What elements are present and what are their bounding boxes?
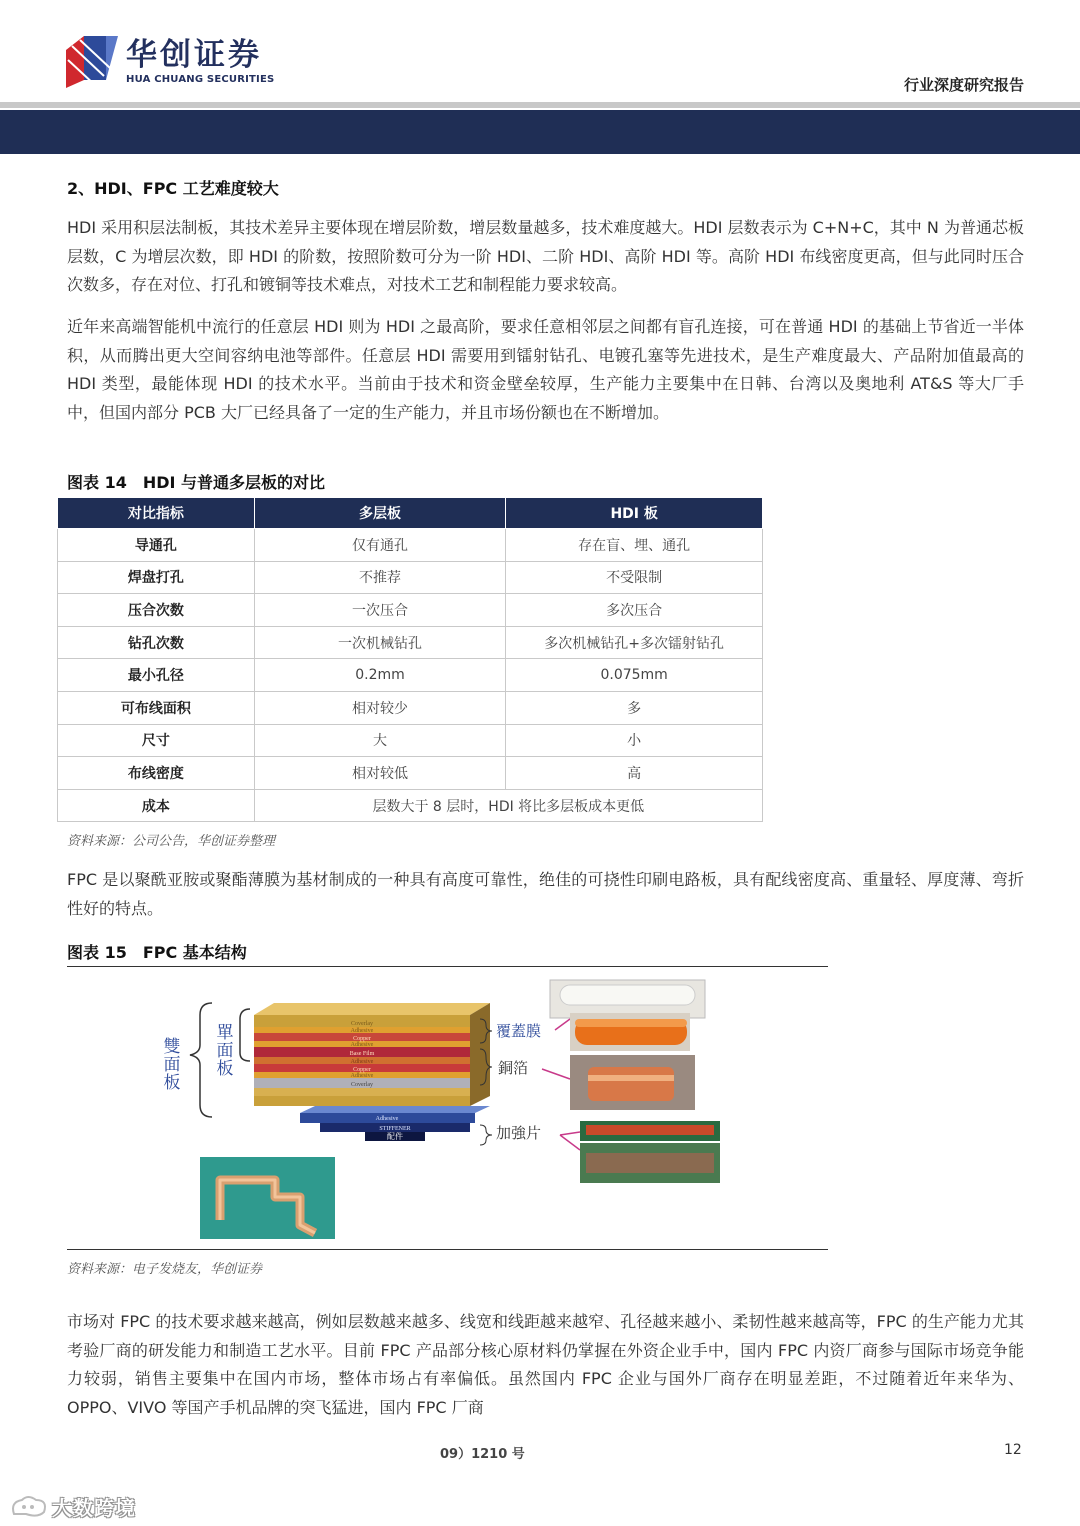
layer-label: Adhesive	[350, 1028, 374, 1034]
table-header-cell: HDI 板	[506, 498, 763, 529]
table-cell-metric: 布线密度	[58, 757, 255, 790]
coverlay-callout: 覆蓋膜	[496, 1024, 542, 1040]
report-type-label: 行业深度研究报告	[903, 76, 1024, 94]
double-side-label: 雙面板	[160, 1037, 180, 1091]
paragraph-fpc-market: 市场对 FPC 的技术要求越来越高，例如层数越来越多、线宽和线距越来越窄、孔径越来越小、柔韧性越来越高等，FPC 的生产能力尤其考验厂商的研发能力和制造工艺水平。目前 FPC 产品部分核心原材料仍掌握在外资企业手中，国内 FPC 内资厂商参与国际市场竞争能力较弱，销售主要集中在国内市场，整体市场占有率偏低。虽然国内 FPC 企业与国外厂商存在明显差距，不过随着近年来华为、OPPO、VIVO 等国产手机品牌的突飞猛进，国内 FPC 厂商	[67, 1312, 1024, 1417]
single-side-label: 單面板	[213, 1023, 233, 1077]
table-row	[58, 626, 763, 659]
fpc-structure-diagram	[150, 975, 730, 1245]
table-cell: 相对较少	[254, 691, 506, 724]
table-row	[58, 757, 763, 790]
parts-label: 配件	[387, 1132, 403, 1141]
copper-foil-photo	[570, 1055, 695, 1110]
table-cell: 小	[506, 724, 763, 757]
copper-callout: 銅箔	[498, 1061, 529, 1077]
table-header-row	[58, 498, 763, 529]
watermark-text: 大数跨境	[52, 1496, 136, 1520]
brand-name-cn: 华创证券	[126, 37, 262, 73]
table-cell: 一次机械钻孔	[254, 626, 506, 659]
table-cell: 0.2mm	[254, 659, 506, 692]
layer-label: Base Film	[349, 1051, 375, 1057]
coverlay-roll-photo	[550, 980, 705, 1018]
layer-label: Coverlay	[351, 1021, 373, 1027]
table-cell: 大	[254, 724, 506, 757]
table-cell-metric: 成本	[58, 789, 255, 822]
table-cell: 仅有通孔	[254, 529, 506, 562]
table-row	[58, 529, 763, 562]
table-cell: 存在盲、埋、通孔	[506, 529, 763, 562]
table-cell: 高	[506, 757, 763, 790]
single-side-bracket	[240, 1009, 250, 1061]
brand-logo	[66, 36, 122, 88]
table-cell: 相对较低	[254, 757, 506, 790]
table-row	[58, 724, 763, 757]
stiffener-callout: 加強片	[496, 1126, 542, 1142]
figure-15-title: 图表 15 FPC 基本结构	[67, 943, 247, 962]
footer-license: 09）1210 号	[440, 1447, 525, 1462]
double-side-bracket	[190, 1003, 212, 1117]
table-header-cell: 对比指标	[58, 498, 255, 529]
layer-label: Coverlay	[351, 1082, 373, 1088]
table-row	[58, 561, 763, 594]
figure-15-top-rule	[67, 966, 828, 967]
figure-15-source: 资料来源：电子发烧友，华创证券	[67, 1262, 263, 1277]
header-divider	[0, 102, 1080, 108]
layer-label: Adhesive	[375, 1116, 399, 1122]
table-cell: 0.075mm	[506, 659, 763, 692]
table-cell-merged: 层数大于 8 层时，HDI 将比多层板成本更低	[254, 789, 762, 822]
table-cell-metric: 导通孔	[58, 529, 255, 562]
table-row	[58, 594, 763, 627]
stiffener-photo	[580, 1121, 720, 1183]
figure-15-bottom-rule	[67, 1249, 828, 1250]
table-cell: 多次机械钻孔+多次镭射钻孔	[506, 626, 763, 659]
paragraph-anylayer-hdi: 近年来高端智能机中流行的任意层 HDI 则为 HDI 之最高阶，要求任意相邻层之间都有盲孔连接，可在普通 HDI 的基础上节省近一半体积，从而腾出更大空间容纳电池等部件。任意层 HDI 需要用到镭射钻孔、电镀孔塞等先进技术，是生产难度最大、产品附加值最高的 HDI 类型，最能体现 HDI 的技术水平。当前由于技术和资金壁垒较厚，生产能力主要集中在日韩、台湾以及奥地利 AT&S 等大厂手中，但国内部分 PCB 大厂已经具备了一定的生产能力，并且市场份额也在不断增加。	[67, 317, 1024, 422]
figure-14-source: 资料来源：公司公告，华创证券整理	[67, 834, 276, 849]
orange-roll-photo	[570, 1013, 690, 1051]
paragraph-fpc-definition: FPC 是以聚酰亚胺或聚酯薄膜为基材制成的一种具有高度可靠性，绝佳的可挠性印刷电路板，具有配线密度高、重量轻、厚度薄、弯折性好的特点。	[67, 870, 1024, 918]
table-header-cell: 多层板	[254, 498, 506, 529]
table-row	[58, 691, 763, 724]
table-cell: 多次压合	[506, 594, 763, 627]
flex-circuit-photo	[200, 1157, 335, 1239]
layer-label: Adhesive	[350, 1073, 374, 1079]
section-heading: 2、HDI、FPC 工艺难度较大	[67, 179, 279, 198]
header-band	[0, 110, 1080, 154]
page-number: 12	[1004, 1442, 1022, 1458]
table-cell-metric: 尺寸	[58, 724, 255, 757]
layer-label: STIFFENER	[379, 1126, 411, 1132]
table-cell: 不受限制	[506, 561, 763, 594]
brand-name-en: HUA CHUANG SECURITIES	[126, 74, 275, 85]
table-cell: 不推荐	[254, 561, 506, 594]
layer-label: Copper	[353, 1036, 371, 1042]
layer-label: Adhesive	[350, 1042, 374, 1048]
table-row	[58, 789, 763, 822]
table-cell-metric: 焊盘打孔	[58, 561, 255, 594]
table-cell-metric: 最小孔径	[58, 659, 255, 692]
table-cell-metric: 压合次数	[58, 594, 255, 627]
table-cell: 多	[506, 691, 763, 724]
hdi-comparison-table	[57, 497, 763, 822]
paragraph-hdi-intro: HDI 采用积层法制板，其技术差异主要体现在增层阶数，增层数量越多，技术难度越大。HDI 层数表示为 C+N+C，其中 N 为普通芯板层数，C 为增层次数，即 HDI 的阶数，按照阶数可分为一阶 HDI、二阶 HDI、高阶 HDI 等。高阶 HDI 布线密度更高，但与此同时压合次数多，存在对位、打孔和镀铜等技术难点，对技术工艺和制程能力要求较高。	[67, 218, 1024, 294]
layer-label: Copper	[353, 1067, 371, 1073]
table-row	[58, 659, 763, 692]
layer-label: Adhesive	[350, 1059, 374, 1065]
table-cell: 一次压合	[254, 594, 506, 627]
figure-14-title: 图表 14 HDI 与普通多层板的对比	[67, 473, 326, 492]
table-cell-metric: 钻孔次数	[58, 626, 255, 659]
table-cell-metric: 可布线面积	[58, 691, 255, 724]
